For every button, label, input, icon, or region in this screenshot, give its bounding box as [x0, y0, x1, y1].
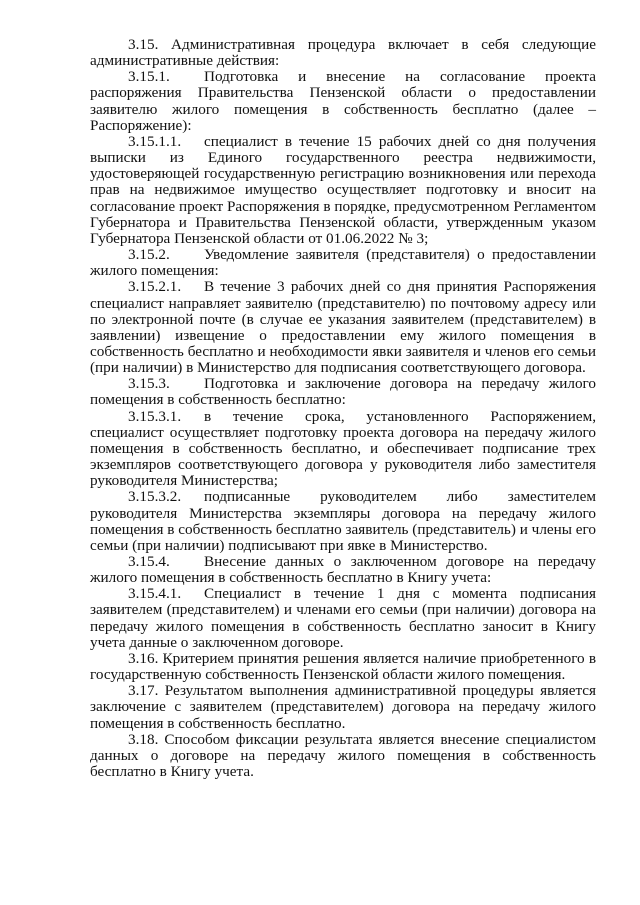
paragraph-3-15-4	[90, 554, 596, 586]
paragraph-text: подписанные руководителем либо заместителем руководителя Министерства экземпляры договора на передачу жилого помещения в собственность бесплатно заявитель (представитель) и члены его семьи (при наличии) подписывают при явке в Министерство.	[90, 488, 596, 554]
paragraph-3-15-3	[90, 376, 596, 408]
paragraph-3-15-3-2	[90, 489, 596, 554]
paragraph-3-15-2	[90, 247, 596, 279]
paragraph-3-16	[90, 651, 596, 683]
paragraph-number: 3.15.3.1.	[128, 407, 182, 425]
paragraph-text: 3.15. Административная процедура включает в себя следующие административные действия:	[90, 36, 596, 70]
paragraph-3-15	[90, 37, 596, 69]
paragraph-text: Уведомление заявителя (представителя) о предоставлении жилого помещения:	[90, 246, 596, 280]
paragraph-3-15-1-1	[90, 134, 596, 247]
paragraph-text: 3.16. Критерием принятия решения является наличие приобретенного в государственную собственность Пензенской области жилого помещения.	[90, 649, 596, 684]
paragraph-number: 3.15.2.	[128, 246, 170, 264]
paragraph-text: В течение 3 рабочих дней со дня принятия Распоряжения специалист направляет заявителю (представителю) по почтовому адресу или по электронной почте (в случае ее указания заявителем (представителем) в заявлении) извещение о предоставлении ему жилого помещения в собственность бесплатно и необходимости явки заявителя и членов его семьи (при наличии) в Министерство для подписания соответствующего договора.	[90, 278, 596, 377]
paragraph-number: 3.15.4.1.	[128, 585, 182, 603]
paragraph-number: 3.15.2.1.	[128, 278, 182, 296]
paragraph-text: Подготовка и внесение на согласование проекта распоряжения Правительства Пензенской области о предоставлении заявителю жилого помещения в собственность бесплатно (далее – Распоряжение):	[90, 68, 596, 134]
paragraph-number: 3.15.3.	[128, 375, 170, 393]
paragraph-3-18	[90, 732, 596, 780]
paragraph-3-17	[90, 683, 596, 731]
paragraph-text: в течение срока, установленного Распоряжением, специалист осуществляет подготовку проекта договора на передачу жилого помещения в собственность бесплатно, и обеспечивает подписание трех экземпляров соответствующего договора у руководителя либо заместителя руководителя Министерства;	[90, 407, 596, 490]
paragraph-text: Подготовка и заключение договора на передачу жилого помещения в собственность бесплатно:	[90, 375, 596, 409]
paragraph-text: 3.18. Способом фиксации результата является внесение специалистом данных о договоре на передачу жилого помещения в собственность бесплатно в Книгу учета.	[90, 730, 596, 781]
paragraph-number: 3.15.3.2.	[128, 488, 182, 506]
paragraph-3-15-3-1	[90, 409, 596, 490]
paragraph-text: 3.17. Результатом выполнения административной процедуры является заключение с заявителем (представителем) договора на передачу жилого помещения в собственность бесплатно.	[90, 682, 596, 732]
paragraph-number: 3.15.1.1.	[128, 132, 182, 150]
paragraph-text: Специалист в течение 1 дня с момента подписания заявителем (представителем) и членами его семьи (при наличии) договора на передачу жилого помещения в собственность бесплатно заносит в Книгу учета данные о заключенном договоре.	[90, 585, 596, 651]
paragraph-number: 3.15.1.	[128, 68, 170, 86]
paragraph-text: Внесение данных о заключенном договоре на передачу жилого помещения в собственность бесплатно в Книгу учета:	[90, 553, 596, 587]
paragraph-3-15-4-1	[90, 586, 596, 651]
paragraph-3-15-2-1	[90, 279, 596, 376]
paragraph-3-15-1	[90, 69, 596, 134]
paragraph-number: 3.15.4.	[128, 553, 170, 570]
paragraph-text: специалист в течение 15 рабочих дней со дня получения выписки из Единого государственного реестра недвижимости, удостоверяющей государственную регистрацию возникновения или перехода прав на недвижимое имущество осуществляет подготовку и вносит на согласование проект Распоряжения в порядке, предусмотренном Регламентом Губернатора и Правительства Пензенской области, утвержденным указом Губернатора Пензенской области от 01.06.2022 № 3;	[90, 132, 596, 247]
